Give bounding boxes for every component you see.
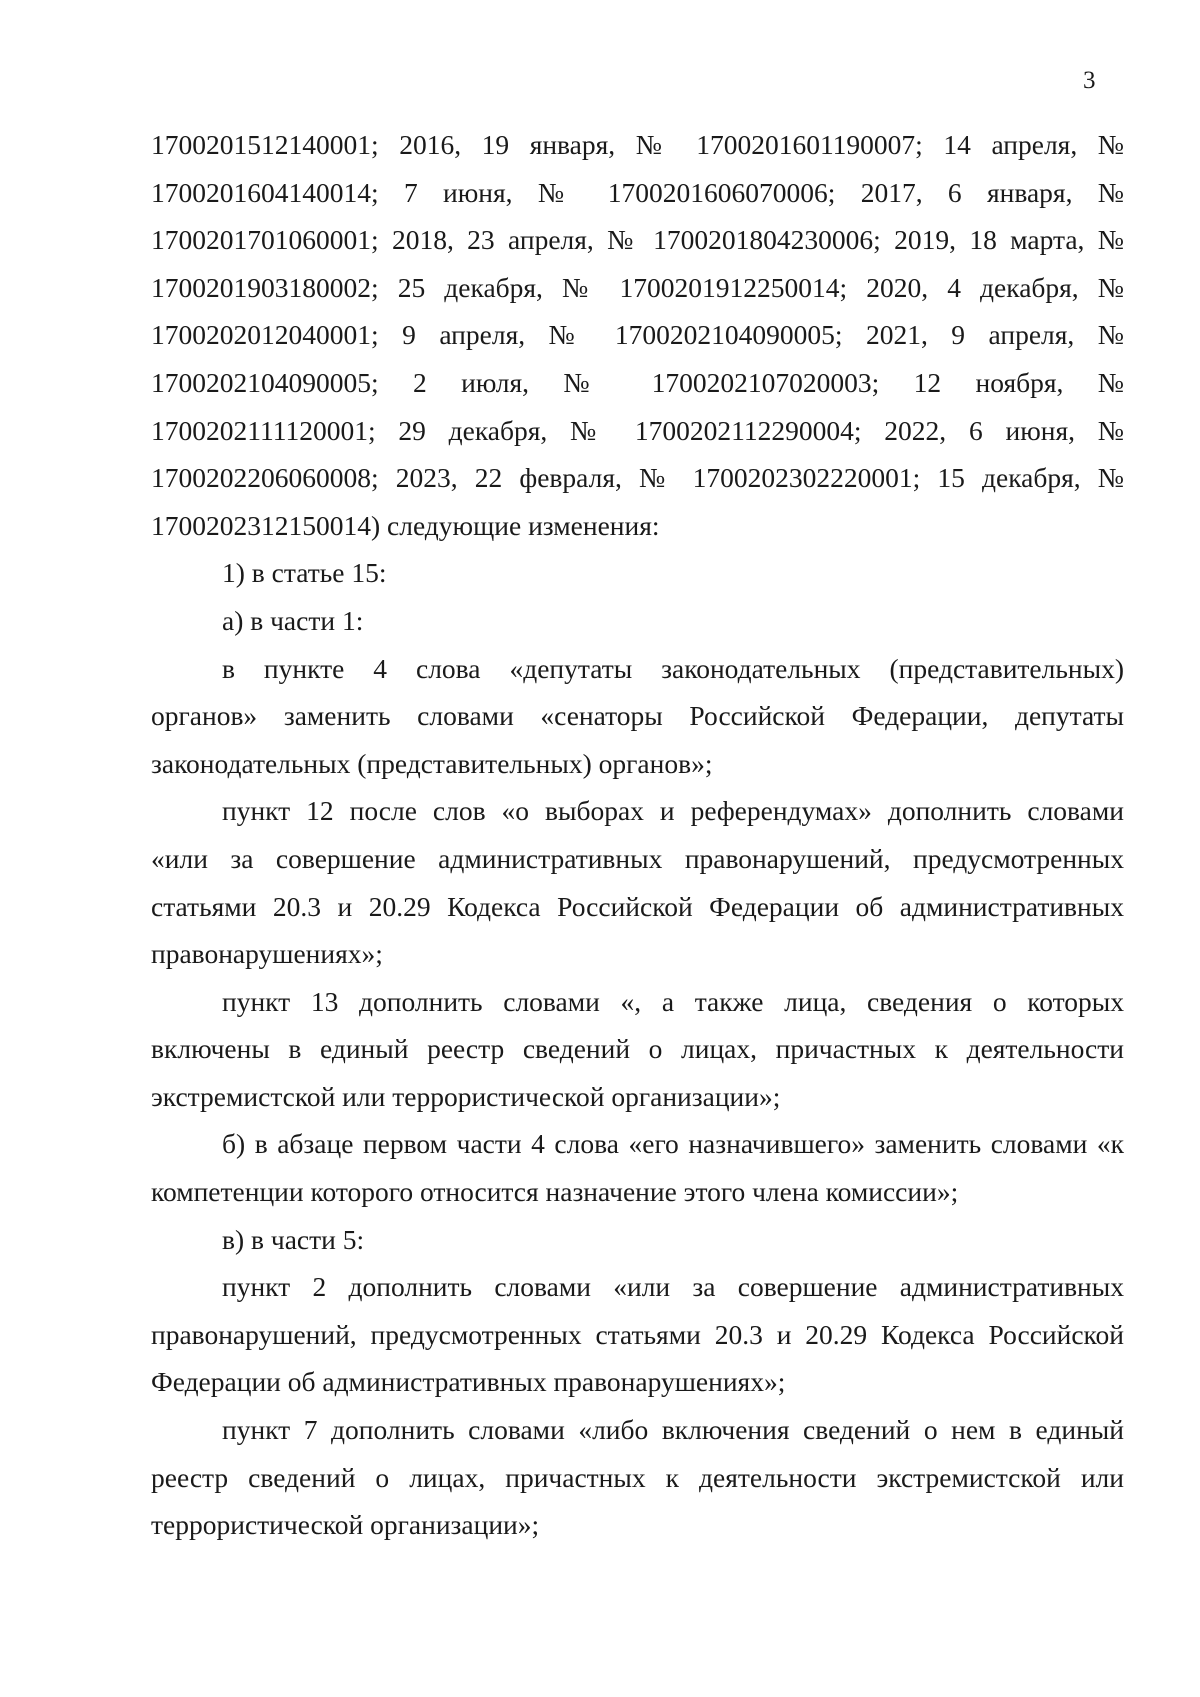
text-line: пункт 12 после слов «о выборах и референдумах» дополнить словами — [222, 795, 1124, 827]
text-line: 1700201701060001; 2018, 23 апреля, № 1700201804230006; 2019, 18 марта, № — [151, 224, 1124, 256]
text-line: «или за совершение административных правонарушений, предусмотренных — [151, 842, 1124, 874]
text-line: 1700202312150014) следующие изменения: — [151, 509, 660, 541]
text-line: 1) в статье 15: — [222, 557, 387, 589]
page-number: 3 — [1083, 67, 1096, 94]
text-line: в пункте 4 слова «депутаты законодательных (представительных) — [222, 652, 1124, 684]
text-line: законодательных (представительных) органов»; — [151, 747, 713, 779]
text-line: 1700201604140014; 7 июня, № 1700201606070006; 2017, 6 января, № — [151, 176, 1124, 208]
text-line: 1700202012040001; 9 апреля, № 1700202104090005; 2021, 9 апреля, № — [151, 319, 1124, 351]
text-line: террористической организации»; — [151, 1509, 540, 1541]
text-line: статьями 20.3 и 20.29 Кодекса Российской Федерации об административных — [151, 890, 1124, 922]
text-line: 1700202111120001; 29 декабря, № 1700202112290004; 2022, 6 июня, № — [151, 414, 1124, 446]
text-line: пункт 2 дополнить словами «или за совершение административных — [222, 1271, 1124, 1303]
text-line: правонарушениях»; — [151, 938, 383, 970]
text-line: пункт 7 дополнить словами «либо включения сведений о нем в единый — [222, 1414, 1124, 1446]
text-line: включены в единый реестр сведений о лицах, причастных к деятельности — [151, 1033, 1124, 1065]
text-line: Федерации об административных правонарушениях»; — [151, 1366, 786, 1398]
document-body — [151, 121, 1124, 1549]
text-line: а) в части 1: — [222, 604, 364, 636]
text-line: 1700201903180002; 25 декабря, № 1700201912250014; 2020, 4 декабря, № — [151, 271, 1124, 303]
text-line: 1700201512140001; 2016, 19 января, № 1700201601190007; 14 апреля, № — [151, 129, 1124, 160]
text-line: 1700202206060008; 2023, 22 февраля, № 1700202302220001; 15 декабря, № — [151, 462, 1124, 494]
text-line: экстремистской или террористической организации»; — [151, 1080, 781, 1112]
text-line: органов» заменить словами «сенаторы Российской Федерации, депутаты — [151, 700, 1124, 732]
text-line: пункт 13 дополнить словами «, а также лица, сведения о которых — [222, 985, 1124, 1017]
text-line: в) в части 5: — [222, 1223, 365, 1255]
text-line: реестр сведений о лицах, причастных к деятельности экстремистской или — [151, 1461, 1124, 1493]
text-line: компетенции которого относится назначение этого члена комиссии»; — [151, 1176, 959, 1208]
text-line: б) в абзаце первом части 4 слова «его назначившего» заменить словами «к — [222, 1128, 1124, 1160]
text-line: 1700202104090005; 2 июля, № 1700202107020003; 12 ноября, № — [151, 366, 1124, 398]
text-line: правонарушений, предусмотренных статьями 20.3 и 20.29 Кодекса Российской — [151, 1318, 1124, 1350]
